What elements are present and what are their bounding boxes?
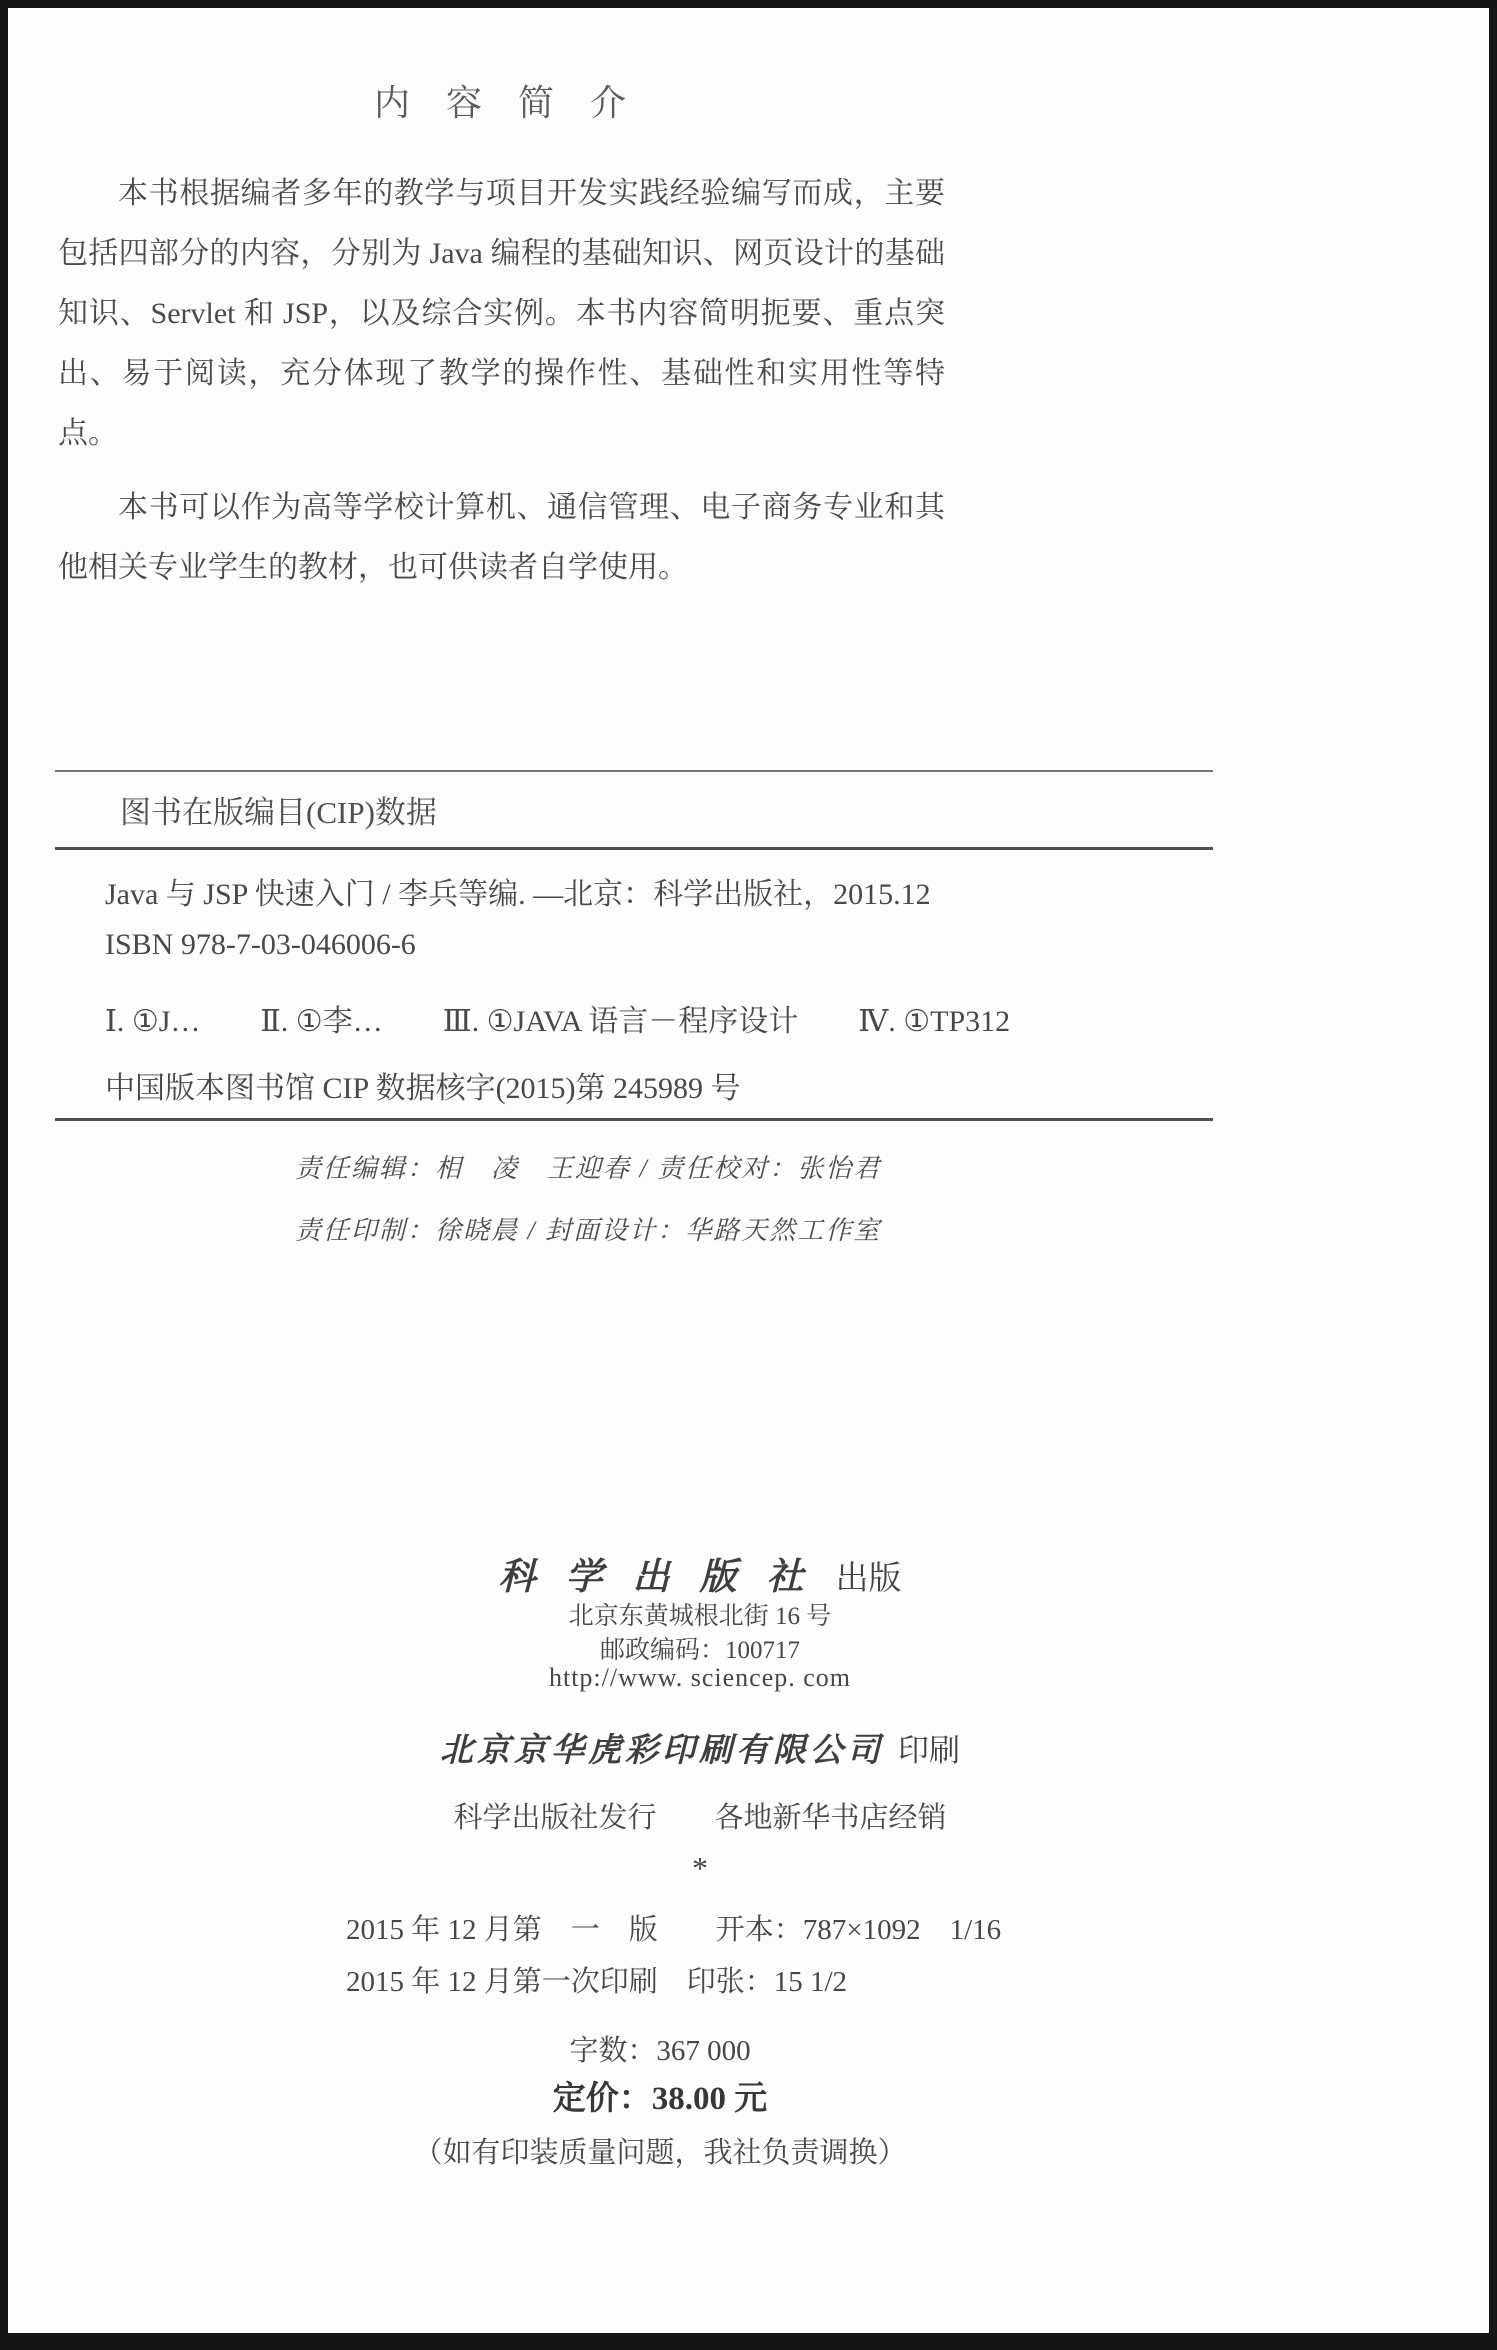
book-summary [58,164,945,598]
printer-name: 北京京华虎彩印刷有限公司 [440,1733,884,1769]
publish-label: 出版 [835,1561,902,1597]
printer-line [200,1724,1200,1771]
section-title: 内 容 简 介 [373,83,626,123]
publisher-address: 北京东黄城根北街 16 号 [568,1603,832,1630]
price: 定价：38.00 元 [552,2081,768,2117]
publisher-name: 科学出版社 [498,1557,834,1598]
word-count: 字数：367 000 [569,2035,751,2067]
publisher-website: http://www. sciencep. com [548,1663,852,1692]
cip-heading: 图书在版编目(CIP)数据 [120,795,437,830]
divider-line-top [55,770,1213,772]
cip-title-line: Java 与 JSP 快速入门 / 李兵等编. —北京：科学出版社，2015.12 [105,878,931,911]
summary-paragraph-2: 本书可以作为高等学校计算机、通信管理、电子商务专业和其他相关专业学生的教材，也可供读者自学使用。 [58,491,945,584]
divider-line-under-cip-heading [55,847,1213,850]
publisher-line [200,1546,1200,1600]
print-label: 印刷 [898,1733,960,1768]
cip-classification: Ⅰ. ①J… Ⅱ. ①李… Ⅲ. ①JAVA 语言－程序设计 Ⅳ. ①TP312 [105,1005,1011,1038]
summary-paragraph-1: 本书根据编者多年的教学与项目开发实践经验编写而成，主要包括四部分的内容，分别为 Java 编程的基础知识、网页设计的基础知识、Servlet 和 JSP，以及综合实例。本书内容简明扼要、重点突出、易于阅读，充分体现了教学的操作性、基础性和实用性等特点。 [58,177,945,450]
editor-credits: 责任编辑：相 凌 王迎春 / 责任校对：张怡君 [295,1154,882,1183]
edition-info: 2015 年 12 月第 一 版 开本：787×1092 1/16 [346,1914,1002,1946]
isbn-number: ISBN 978-7-03-046006-6 [105,928,416,961]
publisher-postcode: 邮政编码：100717 [599,1637,800,1664]
cip-record-number: 中国版本图书馆 CIP 数据核字(2015)第 245989 号 [105,1072,741,1105]
quality-swap-note: （如有印装质量问题，我社负责调换） [413,2137,907,2169]
print-design-credits: 责任印制：徐晓晨 / 封面设计：华路天然工作室 [295,1216,882,1245]
distribution-line: 科学出版社发行 各地新华书店经销 [453,1802,947,1834]
asterisk-separator: * [692,1850,708,1886]
divider-line-bottom [55,1118,1213,1121]
printing-info: 2015 年 12 月第一次印刷 印张：15 1/2 [346,1966,848,1998]
